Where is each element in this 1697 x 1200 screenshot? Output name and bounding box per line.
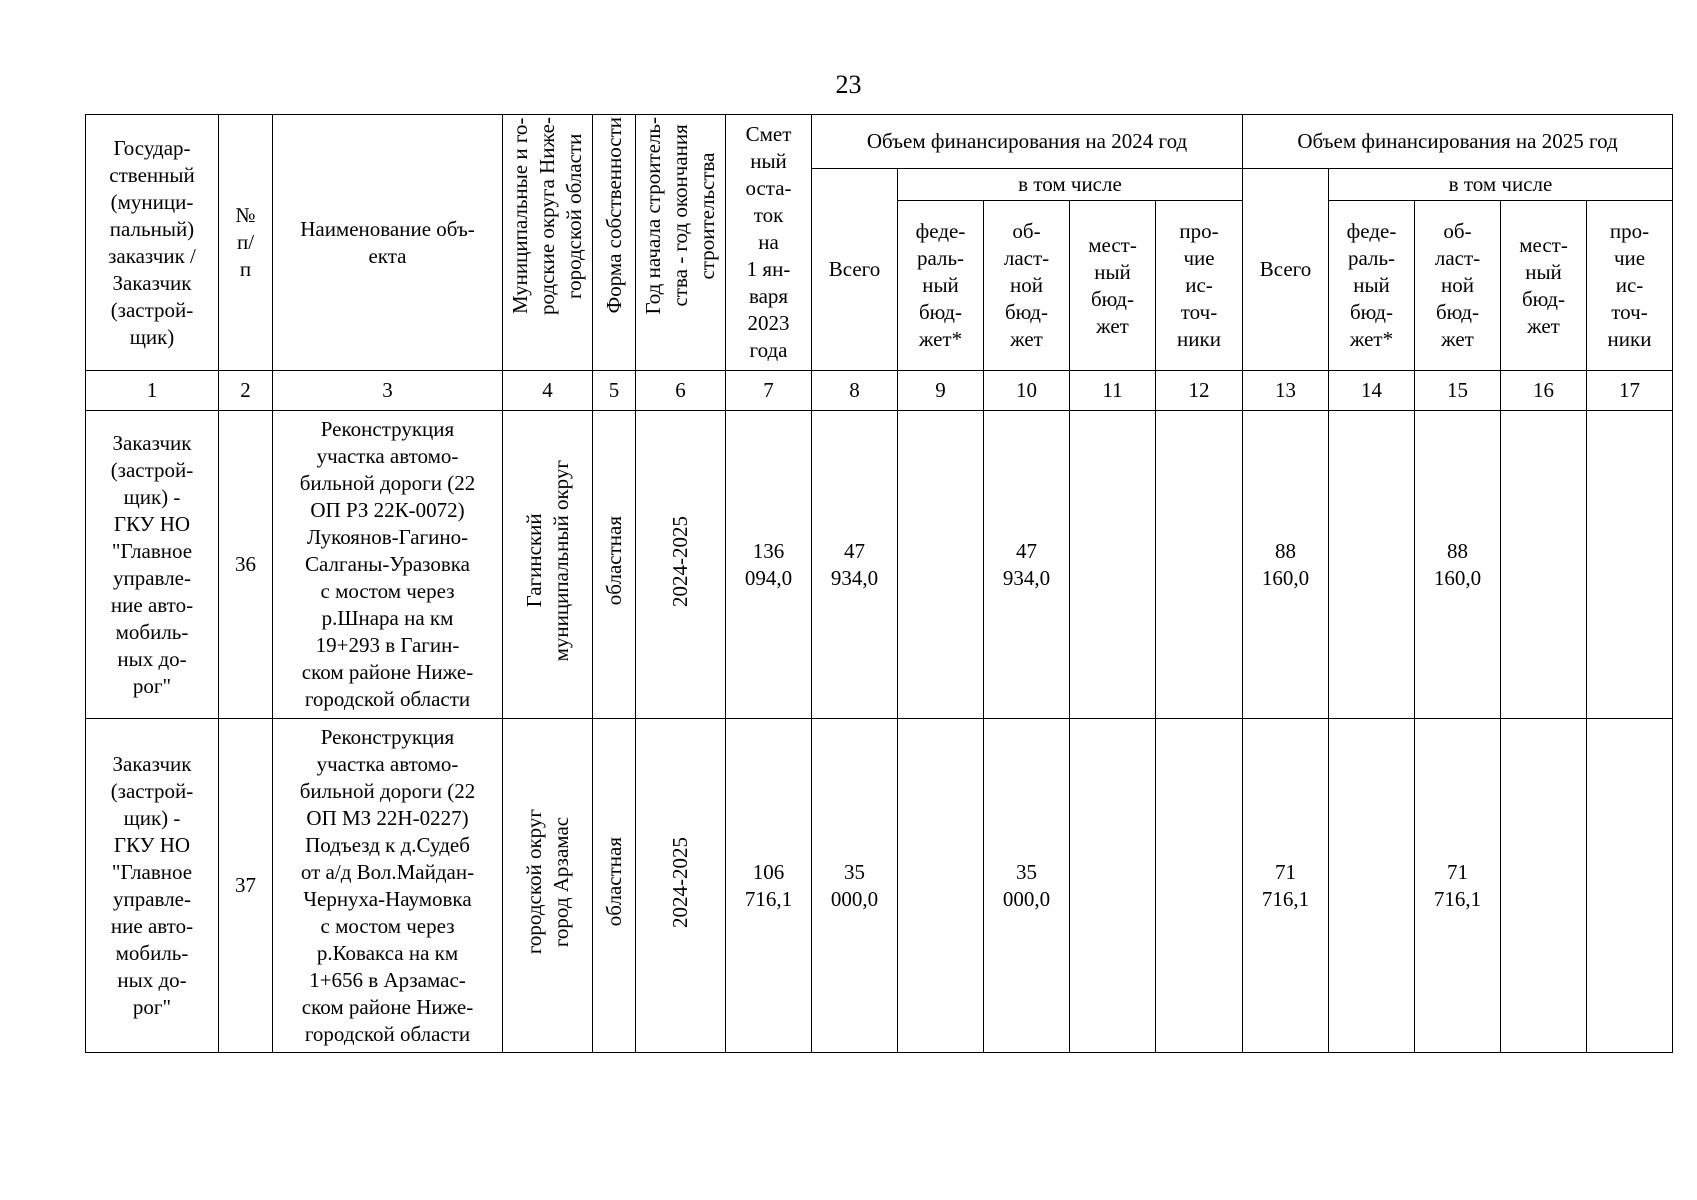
- federal-2024-cell: [898, 719, 984, 1053]
- years-cell: 2024-2025: [668, 836, 692, 928]
- column-number: 7: [726, 371, 812, 411]
- financing-table: [85, 114, 1673, 1053]
- estimate-cell: 106 716,1: [726, 719, 812, 1053]
- column-number: 16: [1501, 371, 1587, 411]
- column-number: 2: [219, 371, 273, 411]
- column-number: 15: [1415, 371, 1501, 411]
- regional-2024-cell: 47 934,0: [984, 411, 1070, 719]
- municipality-cell: городской округ город Арзамас: [521, 809, 573, 955]
- header-regional-2025: об- ласт- ной бюд- жет: [1415, 201, 1501, 371]
- table-row: [86, 719, 1673, 1053]
- regional-2025-cell: 88 160,0: [1415, 411, 1501, 719]
- header-fin-2025: Объем финансирования на 2025 год: [1243, 115, 1673, 169]
- object-name-cell: Реконструкция участка автомо- бильной дороги (22 ОП МЗ 22Н-0227) Подъезд к д.Судеб от а/д Вол.Майдан- Чернуха-Наумовка с мостом через р.Ковакса на км 1+656 в Арзамас- ском районе Ниже- городской области: [273, 719, 503, 1053]
- header-including-2025: в том числе: [1329, 169, 1673, 201]
- header-num: № п/ п: [219, 115, 273, 371]
- column-number: 4: [503, 371, 593, 411]
- other-2024-cell: [1156, 719, 1243, 1053]
- customer-cell: Заказчик (застрой- щик) - ГКУ НО "Главное управле- ние авто- мобиль- ных до- рог": [86, 719, 219, 1053]
- header-years: Год начала строитель- ства - год окончания строительства: [641, 117, 719, 315]
- total-2025-cell: 71 716,1: [1243, 719, 1329, 1053]
- estimate-cell: 136 094,0: [726, 411, 812, 719]
- num-cell: 37: [219, 719, 273, 1053]
- header-fin-2024: Объем финансирования на 2024 год: [812, 115, 1243, 169]
- local-2025-cell: [1501, 719, 1587, 1053]
- header-federal-2025: феде- раль- ный бюд- жет*: [1329, 201, 1415, 371]
- header-customer: Государ- ственный (муници- пальный) заказчик / Заказчик (застрой- щик): [86, 115, 219, 371]
- header-regional-2024: об- ласт- ной бюд- жет: [984, 201, 1070, 371]
- municipality-cell: Гагинский муниципальный округ: [521, 460, 573, 662]
- column-number: 8: [812, 371, 898, 411]
- header-object-name: Наименование объ- екта: [273, 115, 503, 371]
- federal-2025-cell: [1329, 719, 1415, 1053]
- header-estimate: Смет ный оста- ток на 1 ян- варя 2023 года: [726, 115, 812, 371]
- page-number: 23: [835, 70, 862, 99]
- column-number-row: [86, 371, 1673, 411]
- total-2024-cell: 47 934,0: [812, 411, 898, 719]
- ownership-cell: областная: [601, 516, 626, 606]
- header-local-2024: мест- ный бюд- жет: [1070, 201, 1156, 371]
- column-number: 5: [593, 371, 636, 411]
- local-2024-cell: [1070, 719, 1156, 1053]
- total-2025-cell: 88 160,0: [1243, 411, 1329, 719]
- header-other-2024: про- чие ис- точ- ники: [1156, 201, 1243, 371]
- header-row-1: [86, 115, 1673, 169]
- header-ownership: Форма собственности: [601, 117, 626, 314]
- header-total-2025: Всего: [1243, 169, 1329, 371]
- num-cell: 36: [219, 411, 273, 719]
- header-including-2024: в том числе: [898, 169, 1243, 201]
- header-other-2025: про- чие ис- точ- ники: [1587, 201, 1673, 371]
- customer-cell: Заказчик (застрой- щик) - ГКУ НО "Главное управле- ние авто- мобиль- ных до- рог": [86, 411, 219, 719]
- other-2024-cell: [1156, 411, 1243, 719]
- column-number: 6: [636, 371, 726, 411]
- header-local-2025: мест- ный бюд- жет: [1501, 201, 1587, 371]
- federal-2025-cell: [1329, 411, 1415, 719]
- local-2024-cell: [1070, 411, 1156, 719]
- local-2025-cell: [1501, 411, 1587, 719]
- column-number: 17: [1587, 371, 1673, 411]
- column-number: 13: [1243, 371, 1329, 411]
- header-federal-2024: феде- раль- ный бюд- жет*: [898, 201, 984, 371]
- column-number: 11: [1070, 371, 1156, 411]
- column-number: 1: [86, 371, 219, 411]
- column-number: 9: [898, 371, 984, 411]
- years-cell: 2024-2025: [668, 515, 692, 607]
- column-number: 3: [273, 371, 503, 411]
- federal-2024-cell: [898, 411, 984, 719]
- column-number: 14: [1329, 371, 1415, 411]
- ownership-cell: областная: [601, 837, 626, 927]
- header-municipality: Муниципальные и го- родские округа Ниже- городской области: [508, 117, 586, 315]
- total-2024-cell: 35 000,0: [812, 719, 898, 1053]
- regional-2024-cell: 35 000,0: [984, 719, 1070, 1053]
- table-row: [86, 411, 1673, 719]
- column-number: 10: [984, 371, 1070, 411]
- header-total-2024: Всего: [812, 169, 898, 371]
- object-name-cell: Реконструкция участка автомо- бильной дороги (22 ОП РЗ 22К-0072) Лукоянов-Гагино- Салганы-Уразовка с мостом через р.Шнара на км 19+293 в Гагин- ском районе Ниже- городской области: [273, 411, 503, 719]
- other-2025-cell: [1587, 719, 1673, 1053]
- regional-2025-cell: 71 716,1: [1415, 719, 1501, 1053]
- column-number: 12: [1156, 371, 1243, 411]
- other-2025-cell: [1587, 411, 1673, 719]
